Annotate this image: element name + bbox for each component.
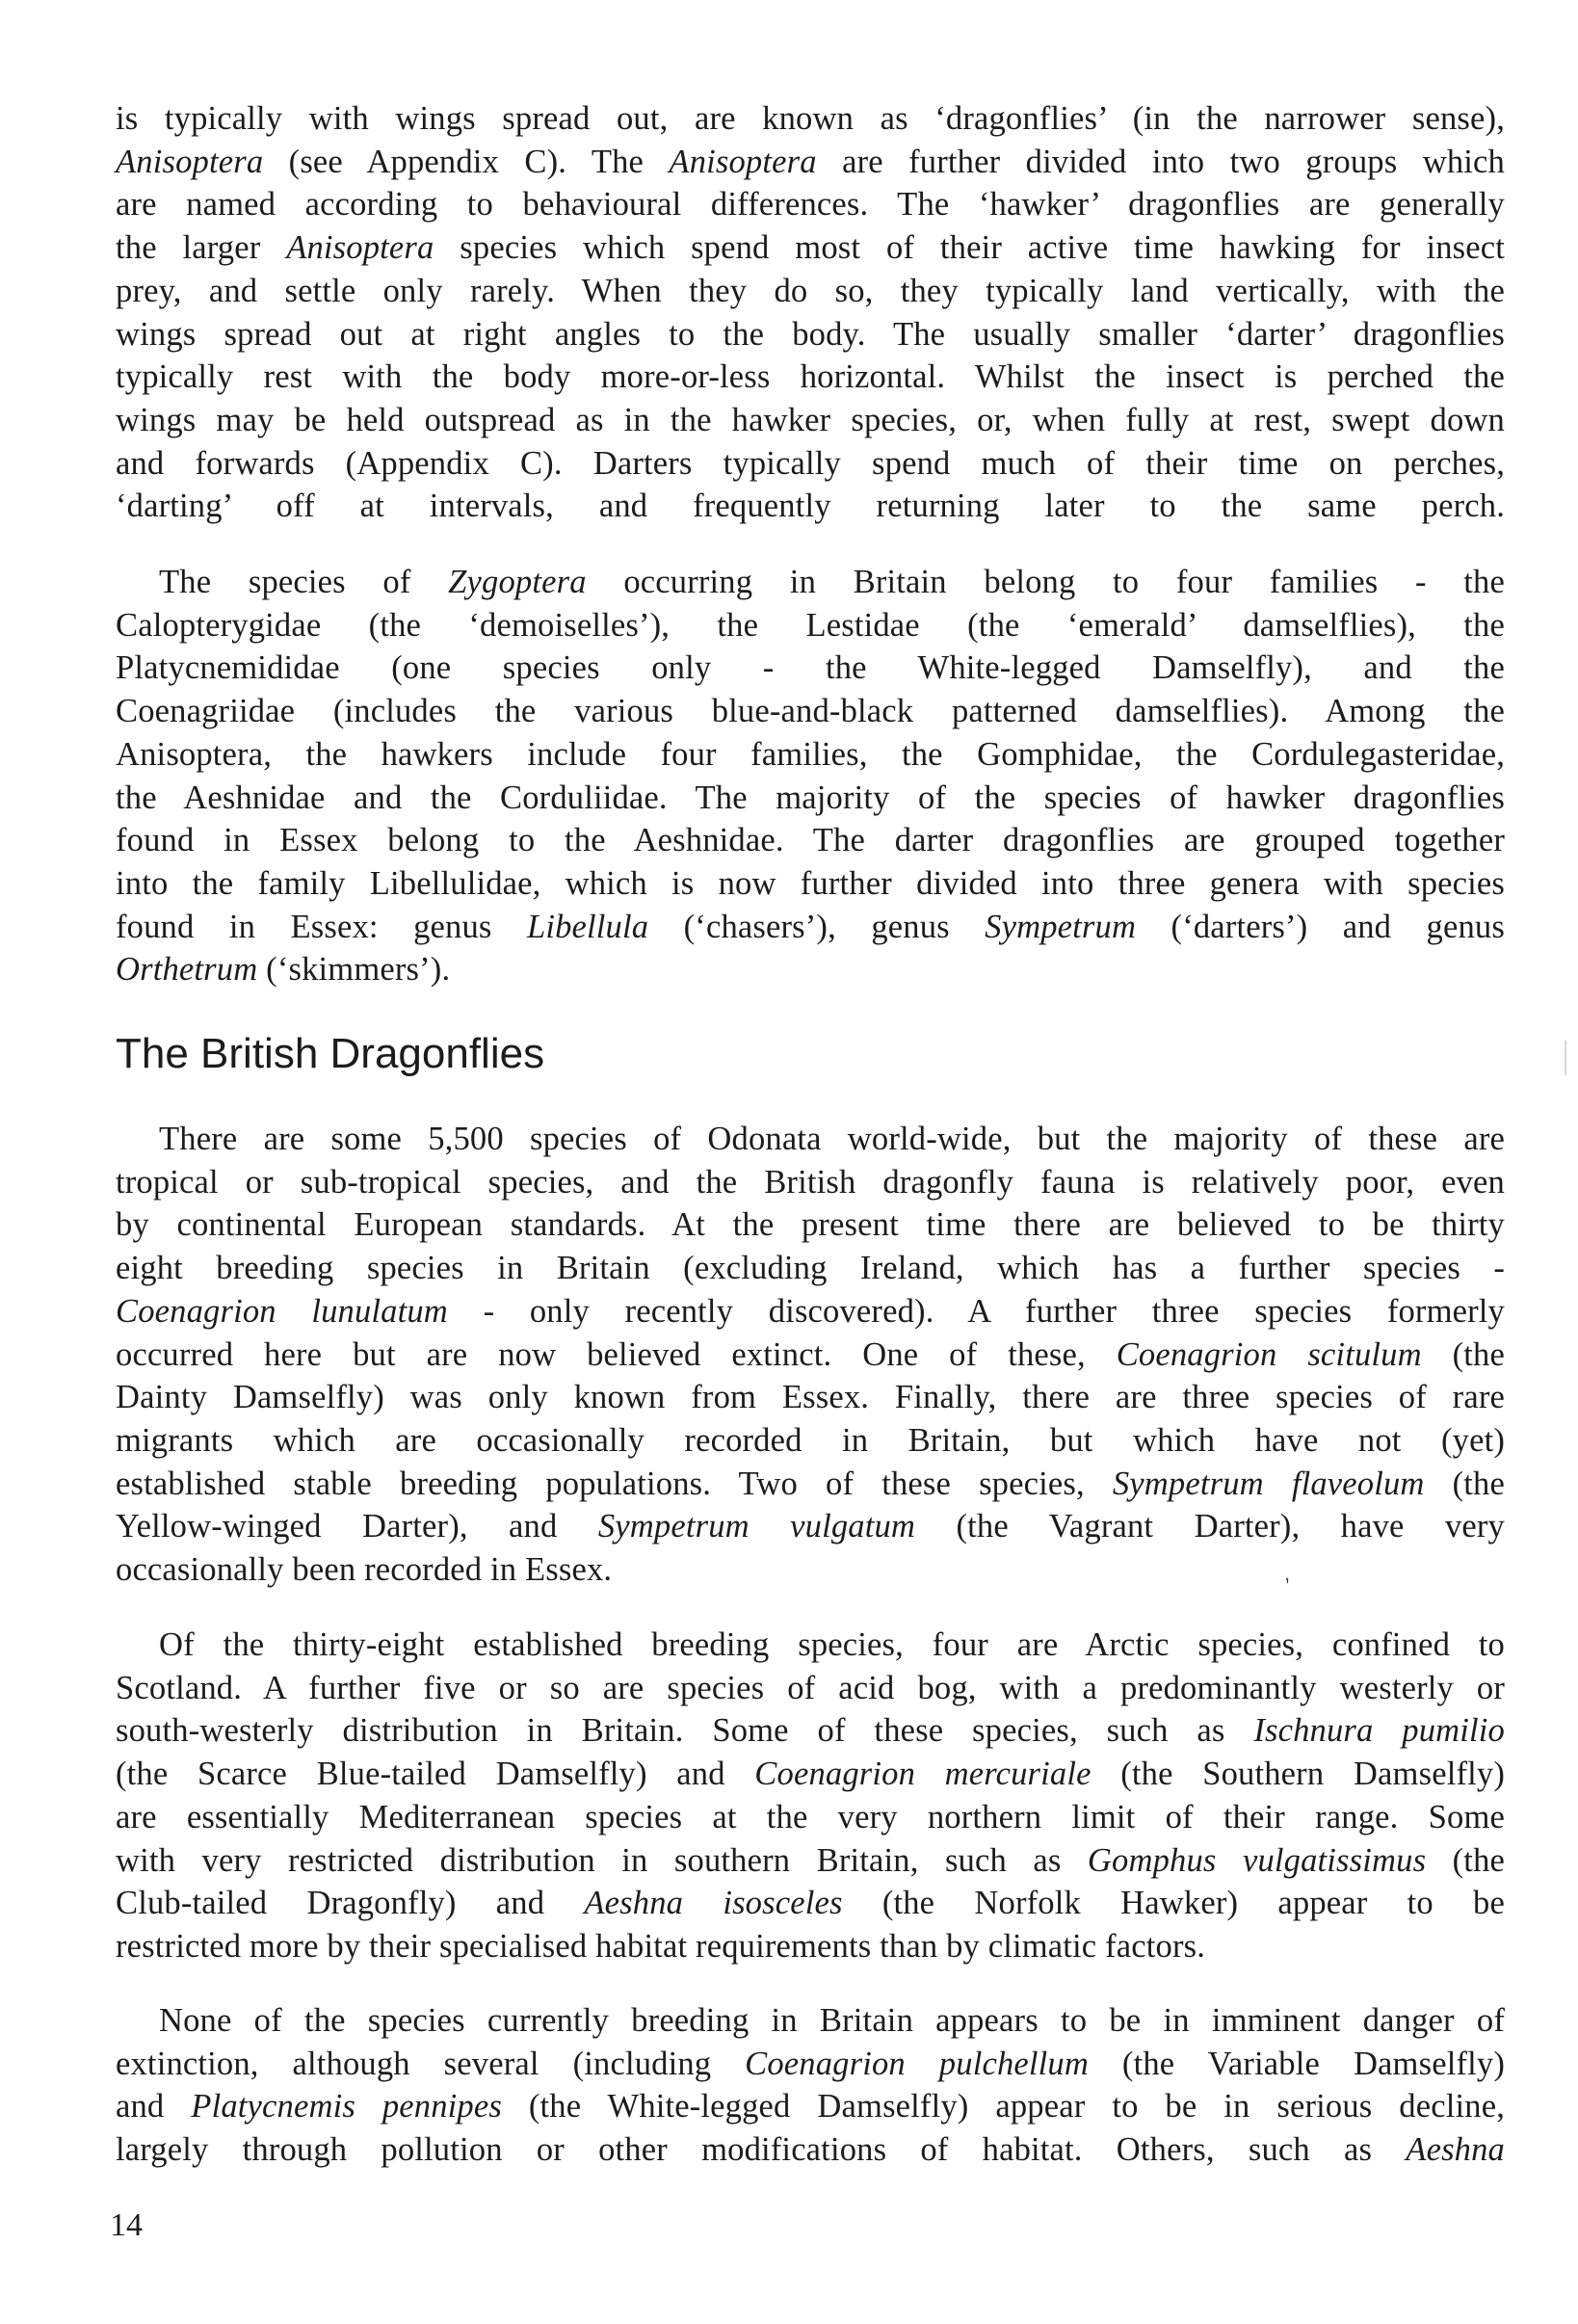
text-run: restricted more by their specialised habitat requirements than by climatic factors. <box>116 1927 1206 1965</box>
italic-species-name: Zygoptera <box>448 564 587 600</box>
text-run: occurred here but are now believed extinct. One of these, <box>116 1335 1117 1373</box>
text-run: (the Vagrant Darter), have very <box>915 1508 1505 1545</box>
text-line <box>116 1203 1505 1247</box>
text-line <box>116 948 1505 991</box>
text-run: established stable breeding populations. Two of these species, <box>116 1465 1113 1502</box>
text-line <box>116 906 1505 949</box>
italic-species-name: Aeshna <box>1406 2131 1505 2169</box>
text-run: extinction, although several (including <box>116 2045 746 2082</box>
text-run: (the Scarce Blue-tailed Damselfly) and <box>116 1756 755 1793</box>
italic-species-name: Coenagrion scitulum <box>1116 1335 1422 1373</box>
text-line <box>116 604 1505 647</box>
text-run: found in Essex: genus <box>116 908 527 945</box>
text-run: (‘darters’) and genus <box>1136 908 1505 945</box>
text-run: typically rest with the body more-or-less horizontal. Whilst the insect is perched the <box>116 358 1505 396</box>
text-run: (the Southern Damselfly) <box>1091 1756 1505 1793</box>
text-run: (the Norfolk Hawker) appear to be <box>842 1885 1505 1922</box>
text-run: occasionally been recorded in Essex. <box>116 1551 613 1589</box>
text-run: Scotland. A further five or so are species of acid bog, with a predominantly westerly or <box>116 1669 1505 1706</box>
text-run: is typically with wings spread out, are known as ‘dragonflies’ (in the narrower sense), <box>116 100 1505 137</box>
text-run: (‘skimmers’). <box>257 951 451 989</box>
text-run: - only recently discovered). A further three species formerly <box>447 1292 1505 1330</box>
text-run: are named according to behavioural differences. The ‘hawker’ dragonflies are generally <box>116 186 1505 224</box>
text-line <box>116 1925 1505 1968</box>
text-line <box>116 1667 1505 1710</box>
paragraph-anisoptera-intro <box>116 97 1505 528</box>
text-run: are essentially Mediterranean species at the very northern limit of their range. Some <box>116 1798 1505 1835</box>
text-line <box>116 1419 1505 1463</box>
text-run: south-westerly distribution in Britain. Some of these species, such as <box>116 1712 1254 1750</box>
text-line <box>116 356 1505 399</box>
text-run: tropical or sub-tropical species, and the British dragonfly fauna is relatively poor, even <box>116 1163 1505 1201</box>
text-line <box>116 183 1505 226</box>
text-line <box>116 1796 1505 1839</box>
italic-species-name: Sympetrum <box>985 908 1137 945</box>
text-run: occurring in Britain belong to four families - the <box>586 564 1505 600</box>
text-run: wings spread out at right angles to the body. The usually smaller ‘darter’ dragonflies <box>116 315 1505 353</box>
text-run: with very restricted distribution in southern Britain, such as <box>116 1841 1088 1879</box>
paragraph-established-species <box>116 1624 1505 1968</box>
text-line <box>116 777 1505 820</box>
page-number: 14 <box>110 2207 143 2243</box>
section-heading: The British Dragonflies <box>116 1030 545 1077</box>
text-run: (the <box>1421 1335 1505 1373</box>
italic-species-name: Aeshna isosceles <box>584 1885 843 1922</box>
text-line <box>116 2128 1505 2172</box>
text-line <box>116 862 1505 906</box>
text-run: There are some 5,500 species of Odonata world-wide, but the majority of these are <box>159 1121 1505 1157</box>
text-line <box>116 1376 1505 1419</box>
text-run: (the White-legged Damselfly) appear to be in serious decline, <box>501 2088 1505 2126</box>
text-run: Anisoptera, the hawkers include four families, the Gomphidae, the Cordulegasteridae, <box>116 735 1505 773</box>
text-run: the larger <box>116 229 287 267</box>
text-run: by continental European standards. At the present time there are believed to be thirty <box>116 1206 1505 1244</box>
text-line <box>116 2085 1505 2128</box>
italic-species-name: Coenagrion pulchellum <box>745 2045 1089 2082</box>
text-line <box>116 1753 1505 1796</box>
text-run: (the <box>1424 1465 1505 1502</box>
text-line <box>116 1247 1505 1290</box>
text-line <box>116 141 1505 184</box>
text-line <box>116 1999 1505 2043</box>
italic-species-name: Libellula <box>526 908 649 945</box>
text-run: migrants which are occasionally recorded in Britain, but which have not (yet) <box>116 1421 1505 1459</box>
text-run: Calopterygidae (the ‘demoiselles’), the Lestidae (the ‘emerald’ damselflies), the <box>116 606 1505 644</box>
text-run: Club-tailed Dragonfly) and <box>116 1885 585 1922</box>
text-line <box>116 1463 1505 1506</box>
stray-pen-mark: ′ <box>1282 1571 1296 1598</box>
text-run: and forwards (Appendix C). Darters typically spend much of their time on perches, <box>116 444 1505 482</box>
paragraph-decline <box>116 1999 1505 2172</box>
text-line <box>116 97 1505 141</box>
text-run: (see Appendix C). The <box>263 143 670 180</box>
text-line <box>116 733 1505 777</box>
text-line <box>116 1548 1505 1592</box>
text-run: largely through pollution or other modifications of habitat. Others, such as <box>116 2131 1407 2169</box>
text-line <box>116 647 1505 690</box>
text-run: found in Essex belong to the Aeshnidae. The darter dragonflies are grouped together <box>116 822 1505 859</box>
italic-species-name: Coenagrion lunulatum <box>116 1292 448 1330</box>
text-run: Coenagriidae (includes the various blue-and-black patterned damselflies). Among the <box>116 693 1505 730</box>
text-line <box>116 1505 1505 1548</box>
italic-species-name: Coenagrion mercuriale <box>754 1756 1091 1793</box>
text-run: species which spend most of their active time hawking for insect <box>434 229 1505 267</box>
paragraph-british-species <box>116 1118 1505 1592</box>
text-line <box>116 226 1505 270</box>
page-edge-mark <box>1565 1041 1566 1075</box>
italic-species-name: Orthetrum <box>116 951 258 989</box>
italic-species-name: Ischnura pumilio <box>1253 1712 1505 1750</box>
text-line <box>116 561 1505 604</box>
text-line <box>116 270 1505 313</box>
paragraph-families <box>116 561 1505 991</box>
text-line <box>116 819 1505 862</box>
text-run: The species of <box>159 564 449 600</box>
text-line <box>116 1118 1505 1161</box>
text-run: Of the thirty-eight established breeding species, four are Arctic species, confined to <box>159 1626 1505 1663</box>
text-line <box>116 1290 1505 1334</box>
text-line <box>116 1161 1505 1204</box>
text-line <box>116 1839 1505 1883</box>
text-run: Dainty Damselfly) was only known from Essex. Finally, there are three species of rare <box>116 1379 1505 1416</box>
italic-species-name: Sympetrum vulgatum <box>597 1508 916 1545</box>
text-run: eight breeding species in Britain (excluding Ireland, which has a further species - <box>116 1250 1505 1287</box>
italic-species-name: Anisoptera <box>116 143 264 180</box>
text-run: the Aeshnidae and the Corduliidae. The majority of the species of hawker dragonflies <box>116 779 1505 816</box>
text-run: Yellow-winged Darter), and <box>116 1508 598 1545</box>
text-line <box>116 690 1505 733</box>
text-run: are further divided into two groups which <box>816 143 1505 180</box>
text-line <box>116 399 1505 442</box>
text-run: Platycnemididae (one species only - the White-legged Damselfly), and the <box>116 649 1505 687</box>
italic-species-name: Anisoptera <box>669 143 817 180</box>
text-run: and <box>116 2088 192 2126</box>
text-run: into the family Libellulidae, which is now further divided into three genera with species <box>116 864 1505 902</box>
text-run: prey, and settle only rarely. When they do so, they typically land vertically, with the <box>116 272 1505 309</box>
italic-species-name: Anisoptera <box>286 229 434 267</box>
text-line <box>116 1709 1505 1753</box>
text-run: ‘darting’ off at intervals, and frequently returning later to the same perch. <box>116 488 1505 525</box>
italic-species-name: Gomphus vulgatissimus <box>1087 1841 1427 1879</box>
italic-species-name: Sympetrum flaveolum <box>1112 1465 1425 1502</box>
text-run: (the Variable Damselfly) <box>1088 2045 1505 2082</box>
text-line <box>116 1624 1505 1667</box>
text-run: (the <box>1426 1841 1506 1879</box>
text-run: (‘chasers’), genus <box>648 908 986 945</box>
text-line <box>116 1334 1505 1377</box>
text-line <box>116 313 1505 357</box>
text-line <box>116 1882 1505 1925</box>
text-run: None of the species currently breeding in Britain appears to be in imminent danger of <box>159 2002 1505 2039</box>
text-line <box>116 2043 1505 2086</box>
text-line <box>116 485 1505 528</box>
text-run: wings may be held outspread as in the hawker species, or, when fully at rest, swept down <box>116 401 1505 438</box>
italic-species-name: Platycnemis pennipes <box>191 2088 502 2126</box>
text-line <box>116 442 1505 486</box>
